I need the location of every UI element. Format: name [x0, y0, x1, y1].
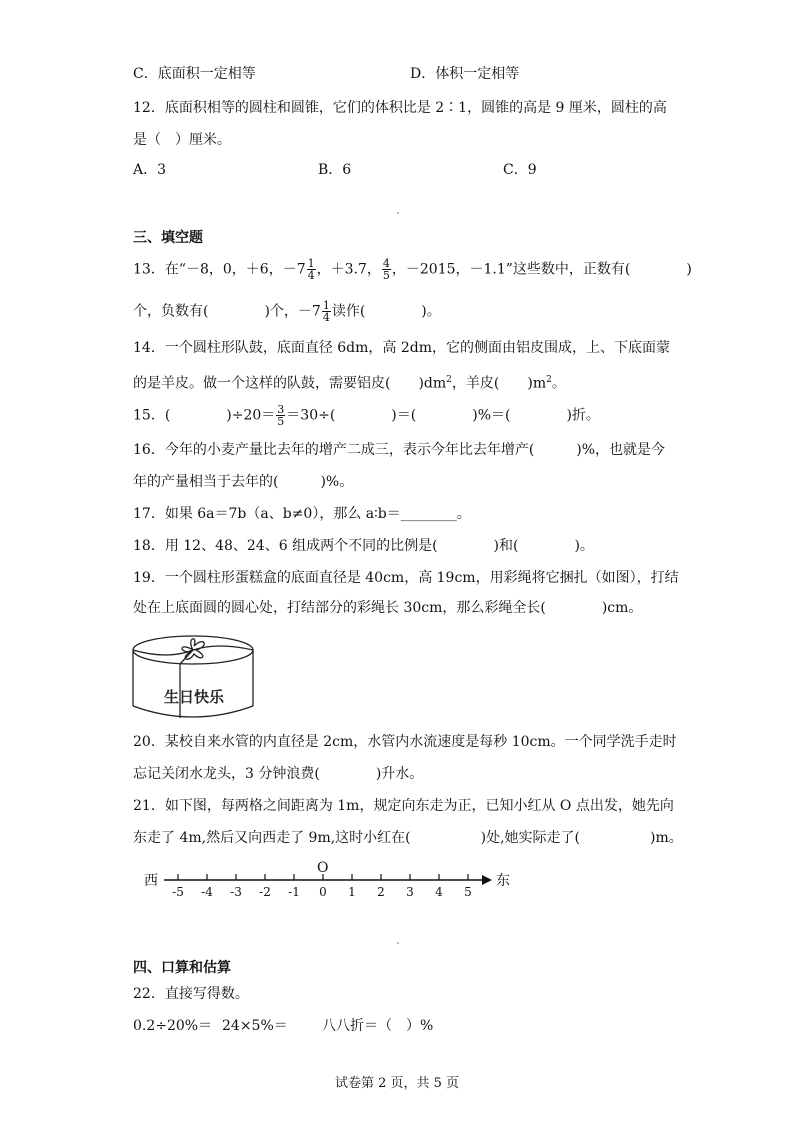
q13-prefix: 13．在“－8，0，＋6，－7	[133, 261, 306, 278]
q12-option-b: B．6	[318, 162, 352, 178]
fraction-denominator: 5	[382, 269, 390, 282]
section3-title: 三、填空题	[133, 230, 203, 246]
q14-line2-a: 的是羊皮。做一个这样的队鼓，需要铝皮( )dm	[133, 375, 447, 392]
fraction-numerator: 3	[277, 403, 285, 416]
q21-line1: 21．如下图，每两格之间距离为 1m，规定向东走为正，已知小红从 O 点出发，她先向	[133, 798, 674, 814]
number-line-ticks	[172, 874, 472, 899]
tick-label: 0	[319, 885, 327, 899]
tick-label: 5	[464, 885, 472, 899]
q15-fraction	[276, 404, 285, 427]
fraction-numerator: 1	[322, 299, 330, 312]
q12-option-c: C．9	[503, 162, 537, 178]
origin-label: O	[317, 860, 329, 876]
q13-line1	[133, 258, 692, 281]
q12-option-a: A．3	[133, 162, 167, 178]
q17-line: 17．如果 6a＝7b（a、b≠0），那么 a∶b＝________。	[133, 506, 471, 522]
number-line-arrow	[482, 875, 492, 885]
q13-line2-a: 个，负数有( )个，－7	[133, 303, 321, 320]
superscript: 2	[446, 375, 452, 385]
q11-option-d: D．体积一定相等	[410, 66, 520, 82]
superscript: 2	[546, 375, 552, 385]
q21-line2: 东走了 4m,然后又向西走了 9m,这时小红在( )处,她实际走了( )m。	[133, 830, 683, 846]
q22-item-3: 八八折＝（ ）%	[322, 1018, 434, 1034]
q15-suffix: ＝30÷( )＝( )%＝( )折。	[286, 407, 600, 424]
q15-prefix: 15．( )÷20＝	[133, 407, 276, 424]
fraction-numerator: 4	[382, 257, 390, 270]
tick-label: 1	[348, 885, 356, 899]
q22-item-1: 0.2÷20%＝	[133, 1018, 213, 1034]
fraction-numerator: 1	[307, 257, 315, 270]
q14-line2	[133, 370, 566, 394]
q16-line2: 年的产量相当于去年的( )%。	[133, 474, 354, 490]
tick-label: -3	[230, 885, 242, 899]
q22-title: 22．直接写得数。	[133, 986, 249, 1002]
q13-line2-b: 读作( )。	[331, 303, 441, 320]
q14-line2-c: 。	[551, 375, 566, 392]
q13-line2	[133, 300, 441, 323]
q16-line1: 16．今年的小麦产量比去年的增产二成三，表示今年比去年增产( )%，也就是今	[133, 442, 666, 458]
q12-line2: 是（ ）厘米。	[133, 132, 231, 148]
fraction-denominator: 4	[322, 311, 330, 324]
number-line	[140, 852, 520, 902]
tick-label: 2	[377, 885, 385, 899]
ribbon-bow	[182, 639, 204, 660]
q13-suffix: ，－2015，－1.1”这些数中，正数有( )	[391, 261, 692, 278]
fraction-denominator: 5	[277, 415, 285, 428]
divider-dot	[397, 942, 399, 944]
q20-line2: 忘记关闭水龙头，3 分钟浪费( )升水。	[133, 766, 424, 782]
cake-box-label: 生日快乐	[164, 688, 225, 706]
east-label: 东	[496, 873, 510, 889]
q13-mid: ，＋3.7，	[316, 261, 381, 278]
q14-line1: 14．一个圆柱形队鼓，底面直径 6dm，高 2dm，它的侧面由铝皮围成，上、下底面蒙	[133, 340, 671, 356]
q18-line: 18．用 12、48、24、6 组成两个不同的比例是( )和( )。	[133, 538, 594, 554]
q14-line2-b: ，羊皮( )m	[451, 375, 547, 392]
tick-label: 3	[406, 885, 414, 899]
q19-line2: 处在上底面圆的圆心处，打结部分的彩绳长 30cm，那么彩绳全长( )cm。	[133, 600, 643, 616]
tick-label: -4	[201, 885, 213, 899]
cake-box-bottom-curve	[133, 706, 253, 717]
page-footer: 试卷第 2 页，共 5 页	[334, 1076, 460, 1091]
q13-fraction-2	[382, 258, 391, 281]
fraction-denominator: 4	[307, 269, 315, 282]
west-label: 西	[144, 873, 158, 889]
q19-line1: 19．一个圆柱形蛋糕盒的底面直径是 40cm，高 19cm，用彩绳将它捆扎（如图），打结	[133, 570, 679, 586]
tick-label: -5	[172, 885, 184, 899]
tick-label: -1	[288, 885, 300, 899]
tick-label: 4	[435, 885, 443, 899]
q22-item-2: 24×5%＝	[222, 1018, 288, 1034]
q20-line1: 20．某校自来水管的内直径是 2cm，水管内水流速度是每秒 10cm。一个同学洗手走时	[133, 734, 677, 750]
q13-fraction-1	[307, 258, 316, 281]
section4-title: 四、口算和估算	[133, 960, 231, 976]
q15-line	[133, 404, 600, 427]
cake-box-figure	[128, 630, 258, 722]
tick-label: -2	[259, 885, 271, 899]
divider-dot	[397, 212, 399, 214]
q12-line1: 12．底面积相等的圆柱和圆锥，它们的体积比是 2∶1，圆锥的高是 9 厘米，圆柱的高	[133, 100, 667, 116]
q11-option-c: C．底面积一定相等	[133, 66, 256, 82]
q13-fraction-3	[322, 300, 331, 323]
